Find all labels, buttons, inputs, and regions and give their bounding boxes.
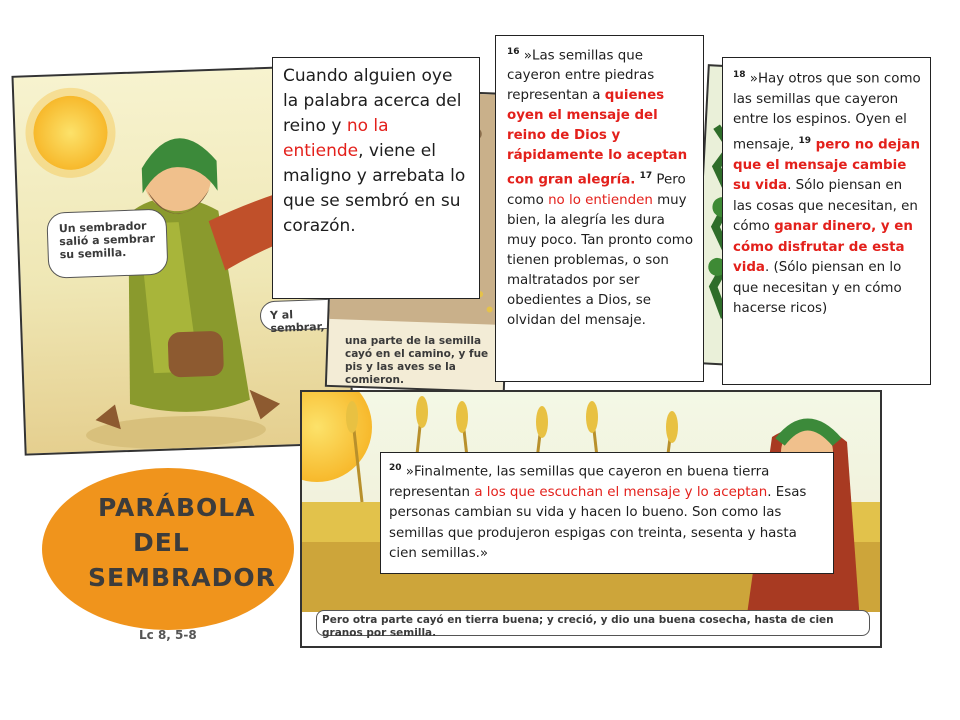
verse19-highlight-2: ganar dinero, y en cómo disfrutar de esta vida <box>733 219 913 276</box>
bubble-intro-text: Un sembrador salió a sembrar su semilla. <box>58 219 156 262</box>
verse19-text-1: . Sólo piensan en las cosas que necesitan, en cómo <box>733 178 918 235</box>
verse20-text-1: »Finalmente, las semillas que cayeron en buena tierra representan <box>389 464 770 500</box>
text-box-verses-16-17 <box>495 35 704 382</box>
verse20-text-2: . Esas personas cambian su vida y hacen lo bueno. Son como las semillas que produjeron espigas con treinta, sesenta y hasta cien semillas.» <box>389 484 807 562</box>
verse19-text-2: . (Sólo piensan en lo que necesitan y en cómo hacerse ricos) <box>733 260 902 317</box>
main-text-3: , viene el maligno y arrebata lo que se sembró en su corazón. <box>283 141 466 236</box>
bubble-sowing-text: Y al sembrar, <box>269 308 325 335</box>
verse-number-17: 17 <box>639 171 653 182</box>
verse-number-19: 19 <box>798 135 811 146</box>
main-text-highlight: no la entiende <box>283 116 389 161</box>
text-box-main <box>272 57 480 299</box>
verse16-highlight-2: oyen el mensaje del reino de Dios y rápidamente lo aceptan con gran alegría. <box>507 108 688 188</box>
title-line-1: PARÁBOLA <box>98 493 256 522</box>
panel-wheat-caption: Pero otra parte cayó en tierra buena; y creció, y dio una buena cosecha, hasta de cien granos por semilla. <box>322 614 834 639</box>
verse16-text-1: »Las semillas que cayeron entre piedras representan a <box>507 48 655 104</box>
verse-number-18: 18 <box>733 70 746 80</box>
verse17-text-2: muy bien, la alegría les dura muy poco. Tan pronto como tienen problemas, o son maltratados por ser obedientes a Dios, se olvidan del mensaje. <box>507 192 694 328</box>
verse-number-20: 20 <box>389 463 402 473</box>
title-line-3: SEMBRADOR <box>88 563 276 592</box>
verse19-highlight-1: pero no dejan que el mensaje cambie su vida <box>733 137 920 194</box>
verse17-highlight: no lo entienden <box>548 192 653 208</box>
title-line-2: DEL <box>133 528 190 557</box>
panel-path-caption: una parte de la semilla cayó en el camino, y fue pis y las aves se la comieron. <box>345 335 489 386</box>
verse18-text-1: »Hay otros que son como las semillas que cayeron entre los espinos. Oyen el mensaje, <box>733 71 921 153</box>
verse16-highlight-1: quienes <box>604 88 665 104</box>
text-box-verses-18-19 <box>722 57 931 385</box>
bible-reference: Lc 8, 5-8 <box>139 628 197 642</box>
verse-number-16: 16 <box>507 47 520 57</box>
text-box-verse-20 <box>380 452 834 574</box>
verse17-text-1: Pero como <box>507 172 686 208</box>
main-text-1: Cuando alguien oye la palabra acerca del reino y <box>283 66 462 136</box>
verse20-highlight: a los que escuchan el mensaje y lo aceptan <box>474 484 768 500</box>
